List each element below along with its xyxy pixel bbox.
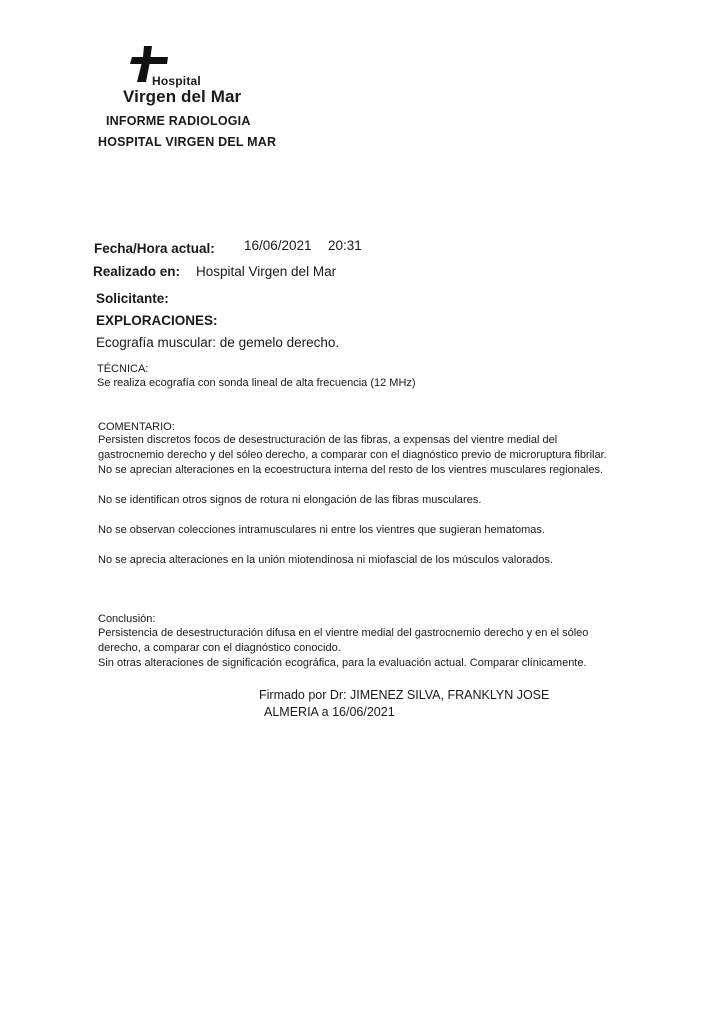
explorations-label: EXPLORACIONES: [96,313,218,328]
conclusion-line: Persistencia de desestructuración difusa en el vientre medial del gastrocnemio derecho y en el sóleo [98,627,589,639]
date-value: 16/06/2021 [244,238,312,253]
comment-line: No se aprecian alteraciones en la ecoestructura interna del resto de los vientres musculares regionales. [98,464,604,476]
comment-line: gastrocnemio derecho y del sóleo derecho, a comparar con el diagnóstico previo de microruptura fibrilar. [98,449,607,461]
hospital-logo [122,44,262,110]
comment-label: COMENTARIO: [98,421,175,433]
logo-line-hospital: Hospital [152,74,201,88]
performed-value: Hospital Virgen del Mar [196,264,337,279]
comment-paragraph: No se identifican otros signos de rotura ni elongación de las fibras musculares. [98,494,482,506]
hospital-name: HOSPITAL VIRGEN DEL MAR [98,135,277,149]
report-title: INFORME RADIOLOGIA [106,114,251,128]
conclusion-label: Conclusión: [98,613,156,625]
comment-paragraph: No se aprecia alteraciones en la unión miotendinosa ni miofascial de los músculos valorados. [98,554,553,566]
technique-label: TÉCNICA: [97,363,149,375]
conclusion-line: derecho, a comparar con el diagnóstico conocido. [98,642,341,654]
performed-label: Realizado en: [93,264,181,279]
conclusion-line: Sin otras alteraciones de significación ecográfica, para la evaluación actual. Comparar clínicamente. [98,657,587,669]
technique-text: Se realiza ecografía con sonda lineal de alta frecuencia (12 MHz) [97,377,416,389]
place-date: ALMERIA a 16/06/2021 [264,705,395,719]
comment-line: Persisten discretos focos de desestructuración de las fibras, a expensas del vientre medial del [98,434,558,446]
logo-line-name: Virgen del Mar [123,87,242,106]
comment-paragraph: No se observan colecciones intramusculares ni entre los vientres que sugieran hematomas. [98,524,545,536]
requester-label: Solicitante: [96,291,169,306]
explorations-value: Ecografía muscular: de gemelo derecho. [96,335,340,350]
signed-by: Firmado por Dr: JIMENEZ SILVA, FRANKLYN JOSE [259,688,550,702]
date-label: Fecha/Hora actual: [94,241,215,256]
time-value: 20:31 [328,238,362,253]
